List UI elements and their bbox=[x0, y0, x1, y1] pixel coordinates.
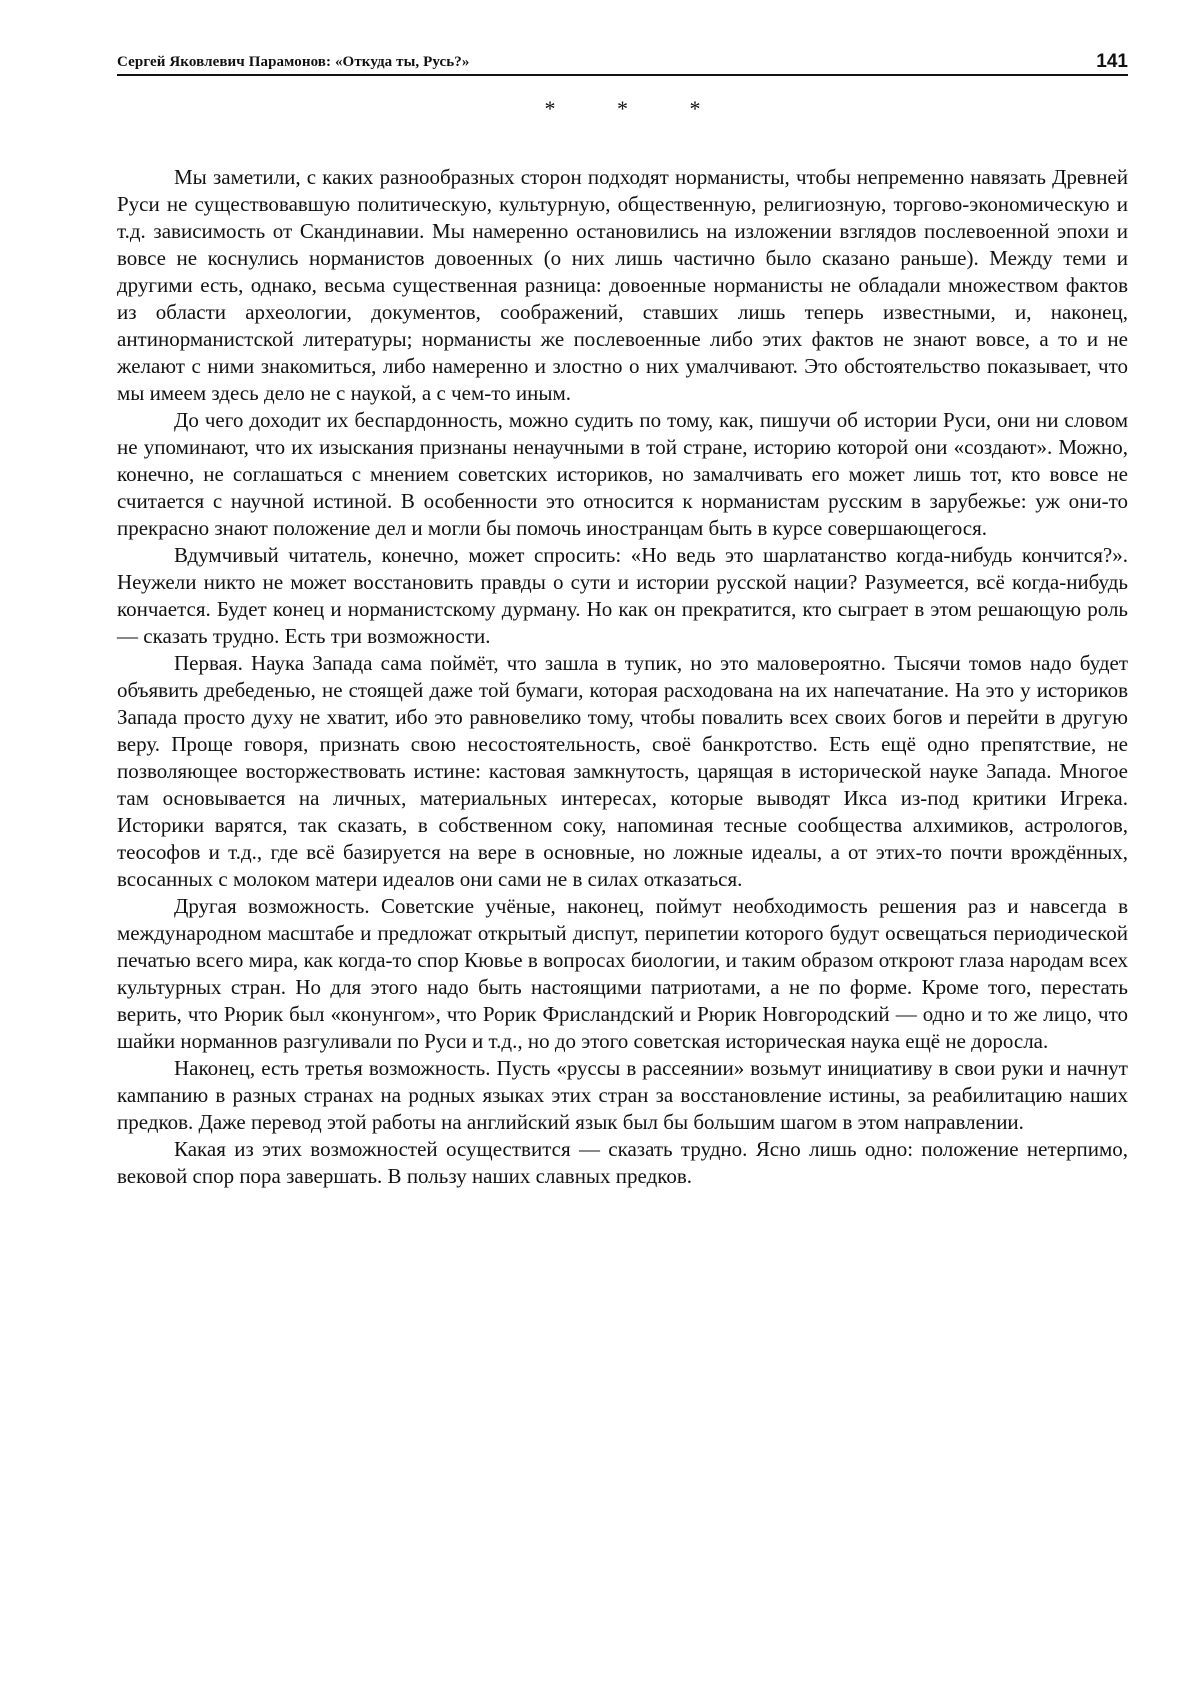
running-header-title: Сергей Яковлевич Парамонов: «Откуда ты, Русь?» bbox=[117, 54, 470, 70]
paragraph: Другая возможность. Советские учёные, наконец, поймут необходимость решения раз и навсегда в международном масштабе и предложат открытый диспут, перипетии которого будут освещаться периодической печатью всего мира, как когда-то спор Кювье в вопросах биологии, и таким образом откроют глаза народам всех культурных стран. Но для этого надо быть настоящими патриотами, а не по форме. Кроме того, перестать верить, что Рюрик был «конунгом», что Рорик Фрисландский и Рюрик Новгородский — одно и то же лицо, что шайки норманнов разгуливали по Руси и т.д., но до этого советская историческая наука ещё не доросла. bbox=[117, 894, 1128, 1053]
page-number: 141 bbox=[1096, 51, 1128, 72]
body-text bbox=[117, 164, 1128, 1190]
paragraph: Наконец, есть третья возможность. Пусть «руссы в рассеянии» возьмут инициативу в свои руки и начнут кампанию в разных странах на родных языках этих стран за восстановление истины, за реабилитацию наших предков. Даже перевод этой работы на английский язык был бы большим шагом в этом направлении. bbox=[117, 1056, 1128, 1134]
paragraph: Первая. Наука Запада сама поймёт, что зашла в тупик, но это маловероятно. Тысячи томов надо будет объявить дребеденью, не стоящей даже той бумаги, которая расходована на их напечатание. На это у историков Запада просто духу не хватит, ибо это равновелико тому, чтобы повалить всех своих богов и перейти в другую веру. Проще говоря, признать свою несостоятельность, своё банкротство. Есть ещё одно препятствие, не позволяющее восторжествовать истине: кастовая замкнутость, царящая в исторической науке Запада. Многое там основывается на личных, материальных интересах, которые выводят Икса из-под критики Игрека. Историки варятся, так сказать, в собственном соку, напоминая тесные сообщества алхимиков, астрологов, теософов и т.д., где всё базируется на вере в основные, но ложные идеалы, а от этих-то почти врождённых, всосанных с молоком матери идеалов они сами не в силах отказаться. bbox=[117, 651, 1128, 891]
paragraph: До чего доходит их беспардонность, можно судить по тому, как, пишучи об истории Руси, они ни словом не упоминают, что их изыскания признаны ненаучными в той стране, историю которой они «создают». Можно, конечно, не соглашаться с мнением советских историков, но замалчивать его может лишь тот, кто вовсе не считается с научной истиной. В особенности это относится к норманистам русским в зарубежье: уж они-то прекрасно знают положение дел и могли бы помочь иностранцам быть в курсе совершающегося. bbox=[117, 408, 1128, 540]
section-separator: * * * bbox=[544, 96, 729, 121]
paragraph: Мы заметили, с каких разнообразных сторон подходят норманисты, чтобы непременно навязать Древней Руси не существовавшую политическую, культурную, общественную, религиозную, торгово-экономическую и т.д. зависимость от Скандинавии. Мы намеренно остановились на изложении взглядов послевоенной эпохи и вовсе не коснулись норманистов довоенных (о них лишь частично было сказано раньше). Между теми и другими есть, однако, весьма существенная разница: довоенные норманисты не обладали множеством фактов из области археологии, документов, соображений, ставших лишь теперь известными, и, наконец, антинорманистской литературы; норманисты же послевоенные либо этих фактов не знают вовсе, а то и не желают с ними знакомиться, либо намеренно и злостно о них умалчивают. Это обстоятельство показывает, что мы имеем здесь дело не с наукой, а с чем-то иным. bbox=[117, 165, 1128, 405]
paragraph: Какая из этих возможностей осуществится — сказать трудно. Ясно лишь одно: положение нетерпимо, вековой спор пора завершать. В пользу наших славных предков. bbox=[117, 1137, 1128, 1188]
running-header bbox=[117, 52, 1128, 76]
book-page bbox=[117, 52, 1128, 1190]
paragraph: Вдумчивый читатель, конечно, может спросить: «Но ведь это шарлатанство когда-нибудь кончится?». Неужели никто не может восстановить правды о сути и истории русской нации? Разумеется, всё когда-нибудь кончается. Будет конец и норманистскому дурману. Но как он прекратится, кто сыграет в этом решающую роль — сказать трудно. Есть три возможности. bbox=[117, 543, 1128, 648]
